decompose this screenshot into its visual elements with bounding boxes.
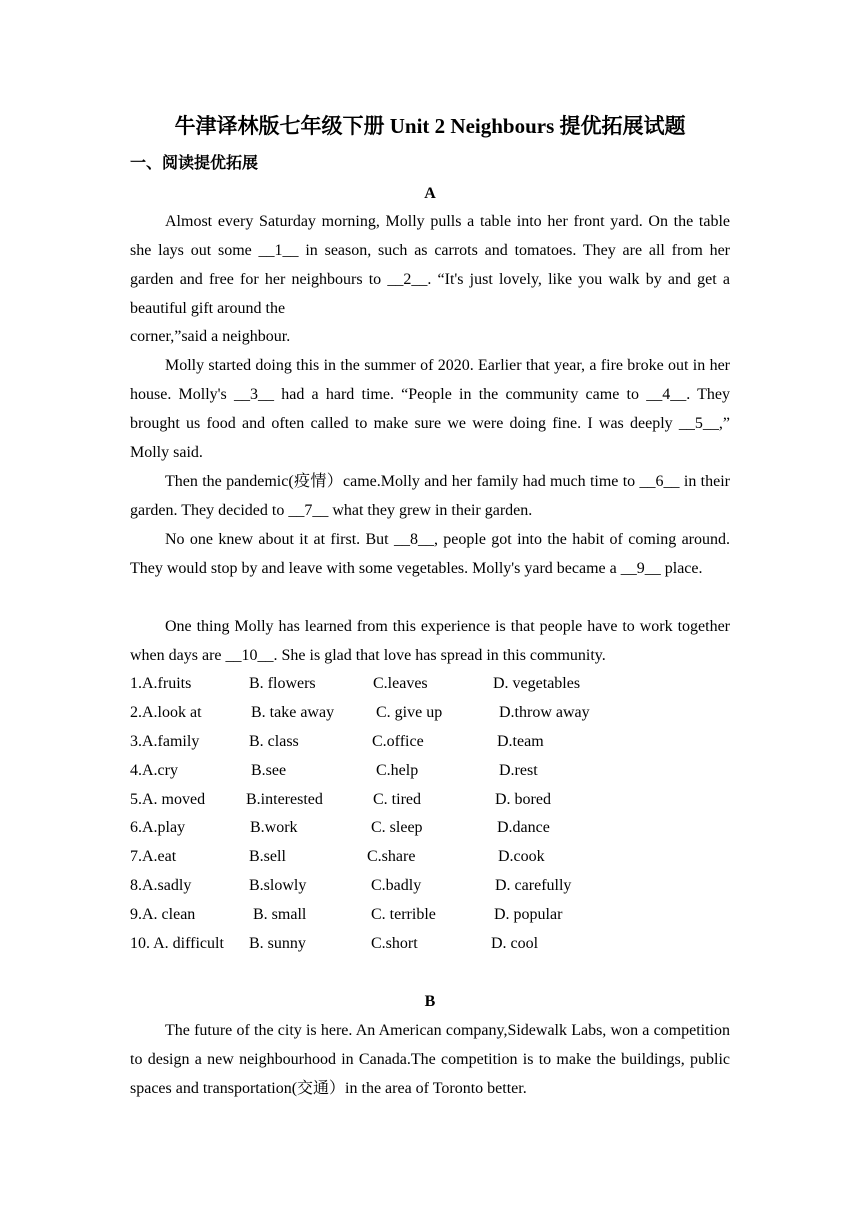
option-b: B.see: [251, 761, 287, 779]
option-a: 2.A.look at: [130, 703, 202, 721]
option-row: [130, 670, 730, 699]
option-row: [130, 930, 730, 959]
passage-a-label: A: [424, 185, 436, 202]
passage-a-paragraph-1: Almost every Saturday morning, Molly pulls a table into her front yard. On the table she lays out some __1__ in season, such as carrots and tomatoes. They are all from her garden and free for her neighbours to __2__. “It's just lovely, like you walk by and get a beautiful gift around the: [130, 213, 730, 317]
option-d: D. popular: [494, 906, 563, 924]
option-row: [130, 699, 730, 728]
option-d: D.dance: [497, 819, 550, 837]
section-heading: 一、阅读提优拓展: [130, 155, 259, 172]
option-b: B. flowers: [249, 675, 316, 692]
option-b: B. class: [249, 732, 299, 750]
option-row: [130, 814, 730, 843]
passage-a-paragraph-3: Then the pandemic(疫情）came.Molly and her family had much time to __6__ in their garden. They decided to __7__ what they grew in their garden.: [130, 473, 730, 519]
option-b: B. small: [253, 906, 307, 924]
option-a: 4.A.cry: [130, 761, 178, 779]
option-d: D.rest: [499, 761, 538, 779]
option-d: D. vegetables: [493, 675, 581, 692]
option-b: B.sell: [249, 848, 286, 866]
option-c: C.short: [371, 935, 418, 953]
option-a: 1.A.fruits: [130, 675, 192, 692]
option-row: [130, 901, 730, 930]
option-c: C.leaves: [373, 675, 428, 692]
option-a: 5.A. moved: [130, 790, 206, 808]
option-a: 7.A.eat: [130, 848, 177, 866]
option-c: C.help: [376, 761, 419, 779]
option-c: C. sleep: [371, 819, 423, 837]
option-a: 10. A. difficult: [130, 935, 224, 953]
option-b: B.slowly: [249, 877, 307, 895]
option-b: B. sunny: [249, 935, 306, 953]
option-d: D. carefully: [495, 877, 572, 895]
passage-a-paragraph-1-end: corner,”said a neighbour.: [130, 328, 291, 345]
option-d: D.team: [497, 732, 544, 750]
option-d: D. cool: [491, 935, 539, 953]
option-b: B. take away: [251, 703, 335, 721]
passage-a-paragraph-4: No one knew about it at first. But __8__, people got into the habit of coming around. They would stop by and leave with some vegetables. Molly's yard became a __9__ place.: [130, 531, 730, 577]
option-b: B.interested: [246, 790, 323, 808]
option-c: C. give up: [376, 703, 443, 721]
option-b: B.work: [250, 819, 298, 837]
option-d: D.cook: [498, 848, 545, 866]
option-row: [130, 728, 730, 757]
option-a: 3.A.family: [130, 732, 200, 750]
passage-a-paragraph-2: Molly started doing this in the summer of 2020. Earlier that year, a fire broke out in her house. Molly's __3__ had a hard time. “People in the community came to __4__. They brought us food and often called to make sure we were doing fine. I was deeply __5__,” Molly said.: [130, 357, 730, 461]
option-c: C.badly: [371, 877, 422, 895]
options-list: [130, 670, 730, 959]
passage-b-label: B: [424, 993, 436, 1010]
option-c: C. tired: [373, 790, 421, 808]
option-d: D.throw away: [499, 703, 590, 721]
document-title: 牛津译林版七年级下册 Unit 2 Neighbours 提优拓展试题: [174, 114, 686, 138]
passage-a-paragraph-5: One thing Molly has learned from this experience is that people have to work together when days are __10__. She is glad that love has spread in this community.: [130, 618, 730, 664]
option-row: [130, 843, 730, 872]
passage-b-paragraph-1: The future of the city is here. An American company,Sidewalk Labs, won a competition to design a new neighbourhood in Canada.The competition is to make the buildings, public spaces and transportation(交通）in the area of Toronto better.: [130, 1022, 730, 1097]
option-row: [130, 757, 730, 786]
option-c: C.share: [367, 848, 416, 866]
option-c: C. terrible: [371, 906, 436, 924]
option-row: [130, 872, 730, 901]
option-a: 8.A.sadly: [130, 877, 192, 895]
option-a: 9.A. clean: [130, 906, 196, 924]
option-c: C.office: [372, 732, 424, 750]
option-a: 6.A.play: [130, 819, 186, 837]
option-row: [130, 786, 730, 815]
option-d: D. bored: [495, 790, 551, 808]
